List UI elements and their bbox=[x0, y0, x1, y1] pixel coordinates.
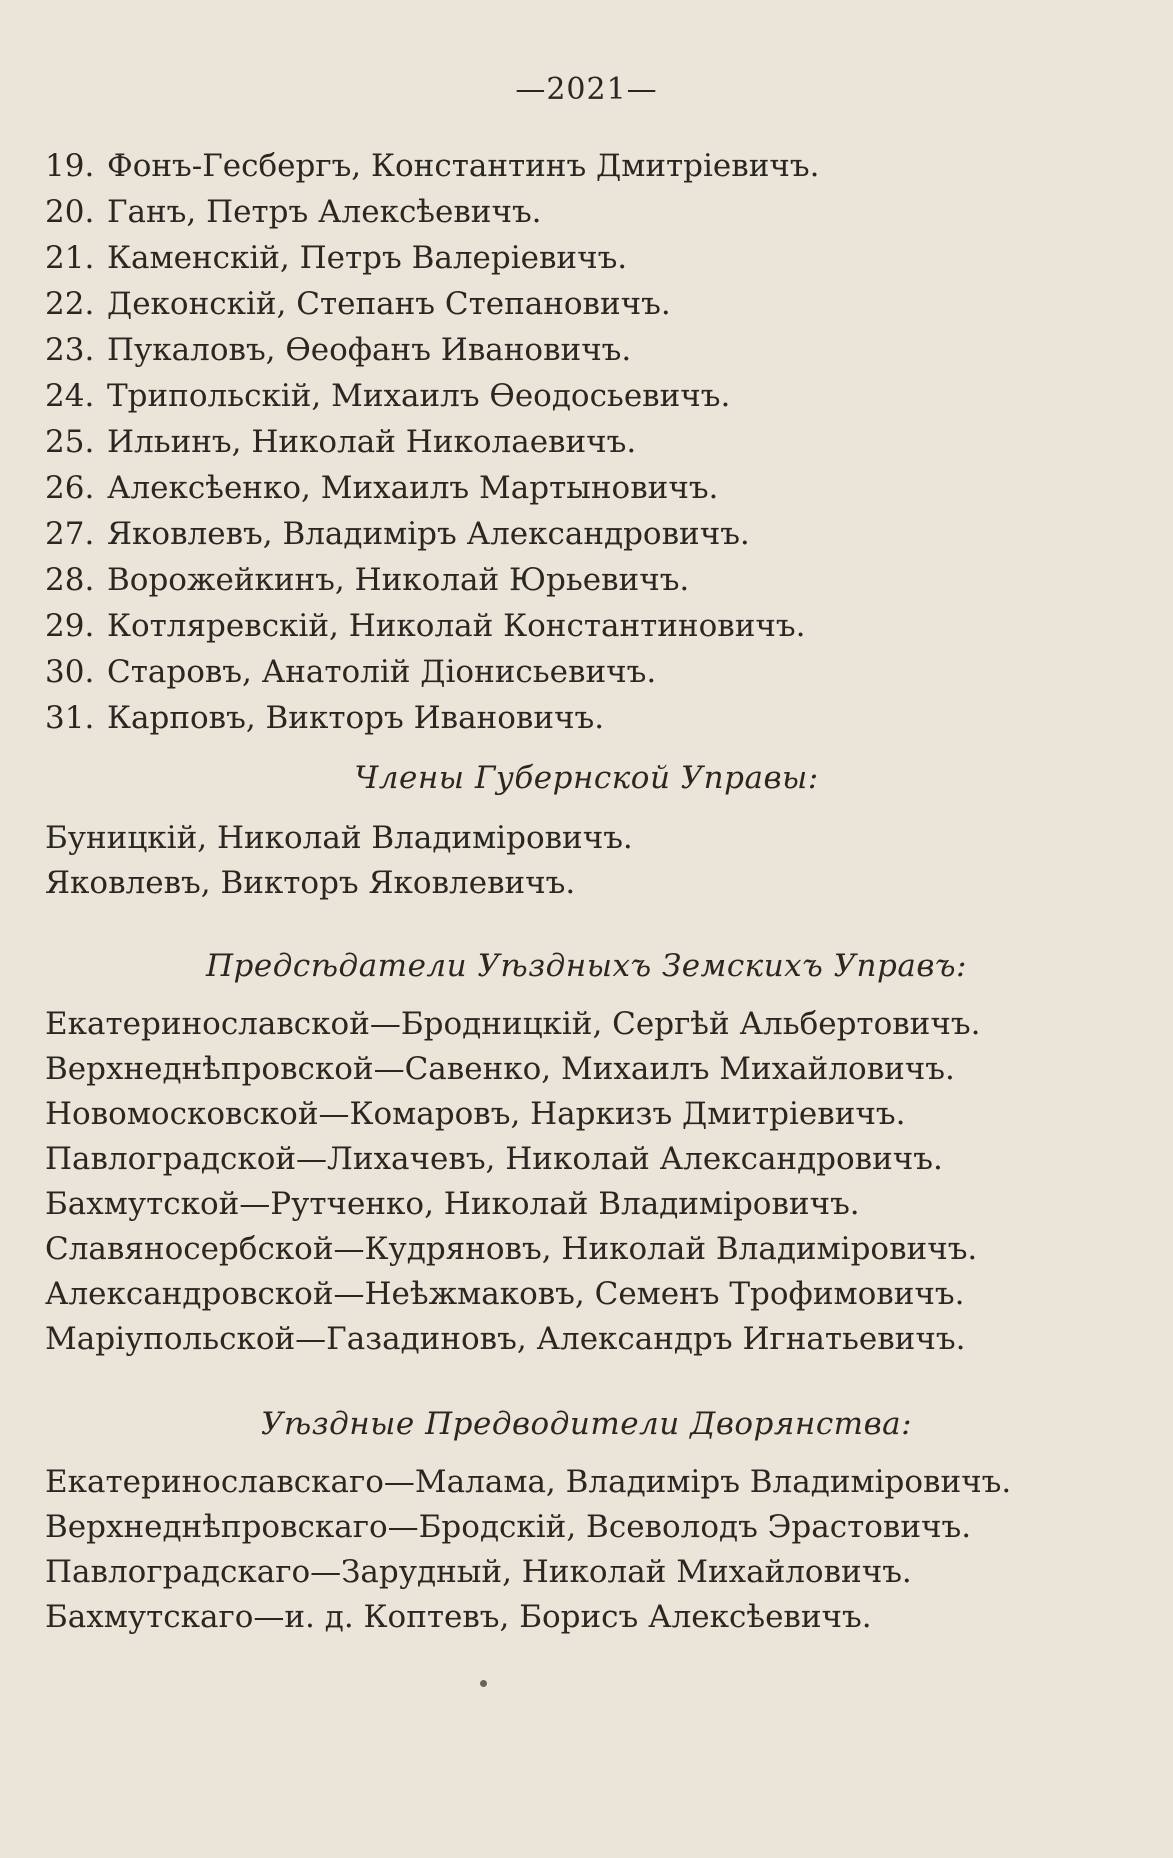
list-item: Яковлевъ, Викторъ Яковлевичъ. bbox=[45, 865, 576, 901]
list-item bbox=[45, 281, 819, 327]
nobility-marshals-heading: Уѣздные Предводители Дворянства: bbox=[260, 1406, 913, 1442]
item-number: 19. bbox=[45, 148, 95, 184]
item-number: 20. bbox=[45, 194, 95, 230]
board-members-list bbox=[45, 816, 633, 906]
list-item bbox=[45, 695, 819, 741]
board-members-heading: Члены Губернской Управы: bbox=[354, 760, 819, 796]
item-number: 28. bbox=[45, 562, 95, 598]
item-name: Трипольскій, Михаилъ Өеодосьевичъ. bbox=[107, 378, 731, 414]
members-list bbox=[45, 143, 819, 741]
list-item bbox=[45, 603, 819, 649]
list-item bbox=[45, 465, 819, 511]
item-name: Старовъ, Анатолій Діонисьевичъ. bbox=[107, 654, 657, 690]
item-name: Деконскій, Степанъ Степановичъ. bbox=[107, 286, 671, 322]
list-item bbox=[45, 511, 819, 557]
list-item: Маріупольской—Газадиновъ, Александръ Игнатьевичъ. bbox=[45, 1321, 966, 1357]
item-name: Котляревскій, Николай Константиновичъ. bbox=[107, 608, 806, 644]
list-item bbox=[45, 235, 819, 281]
list-item bbox=[45, 649, 819, 695]
ink-dot bbox=[480, 1680, 487, 1687]
list-item: Верхнеднѣпровскаго—Бродскій, Всеволодъ Эрастовичъ. bbox=[45, 1509, 972, 1545]
item-name: Пукаловъ, Өеофанъ Ивановичъ. bbox=[107, 332, 632, 368]
item-name: Фонъ-Гесбергъ, Константинъ Дмитріевичъ. bbox=[107, 148, 820, 184]
nobility-marshals-list bbox=[45, 1460, 1011, 1640]
list-item bbox=[45, 189, 819, 235]
list-item: Павлоградской—Лихачевъ, Николай Александровичъ. bbox=[45, 1141, 943, 1177]
list-item: Славяносербской—Кудряновъ, Николай Владиміровичъ. bbox=[45, 1231, 978, 1267]
list-item: Бахмутской—Рутченко, Николай Владиміровичъ. bbox=[45, 1186, 860, 1222]
list-item: Екатеринославской—Бродницкій, Сергѣй Альбертовичъ. bbox=[45, 1006, 981, 1042]
list-item: Екатеринославскаго—Малама, Владиміръ Владиміровичъ. bbox=[45, 1464, 1012, 1500]
item-name: Карповъ, Викторъ Ивановичъ. bbox=[107, 700, 605, 736]
list-item: Новомосковской—Комаровъ, Наркизъ Дмитріевичъ. bbox=[45, 1096, 906, 1132]
zemstvo-chairmen-heading: Предсѣдатели Уѣздныхъ Земскихъ Управъ: bbox=[205, 948, 968, 984]
list-item: Верхнеднѣпровской—Савенко, Михаилъ Михайловичъ. bbox=[45, 1051, 955, 1087]
item-number: 25. bbox=[45, 424, 95, 460]
item-number: 26. bbox=[45, 470, 95, 506]
list-item bbox=[45, 557, 819, 603]
item-number: 27. bbox=[45, 516, 95, 552]
list-item bbox=[45, 327, 819, 373]
item-name: Яковлевъ, Владиміръ Александровичъ. bbox=[107, 516, 750, 552]
item-number: 23. bbox=[45, 332, 95, 368]
item-number: 21. bbox=[45, 240, 95, 276]
item-name: Ганъ, Петръ Алексѣевичъ. bbox=[107, 194, 542, 230]
list-item bbox=[45, 143, 819, 189]
item-name: Ильинъ, Николай Николаевичъ. bbox=[107, 424, 637, 460]
list-item bbox=[45, 419, 819, 465]
item-name: Алексѣенко, Михаилъ Мартыновичъ. bbox=[107, 470, 719, 506]
item-number: 29. bbox=[45, 608, 95, 644]
item-number: 31. bbox=[45, 700, 95, 736]
page-number: —2021— bbox=[515, 72, 658, 107]
list-item: Буницкій, Николай Владиміровичъ. bbox=[45, 820, 633, 856]
list-item bbox=[45, 373, 819, 419]
item-name: Ворожейкинъ, Николай Юрьевичъ. bbox=[107, 562, 690, 598]
list-item: Александровской—Неѣжмаковъ, Семенъ Трофимовичъ. bbox=[45, 1276, 965, 1312]
list-item: Павлоградскаго—Зарудный, Николай Михайловичъ. bbox=[45, 1554, 912, 1590]
zemstvo-chairmen-list bbox=[45, 1002, 980, 1362]
item-number: 24. bbox=[45, 378, 95, 414]
item-number: 30. bbox=[45, 654, 95, 690]
list-item: Бахмутскаго—и. д. Коптевъ, Борисъ Алексѣевичъ. bbox=[45, 1599, 872, 1635]
item-name: Каменскій, Петръ Валеріевичъ. bbox=[107, 240, 628, 276]
item-number: 22. bbox=[45, 286, 95, 322]
